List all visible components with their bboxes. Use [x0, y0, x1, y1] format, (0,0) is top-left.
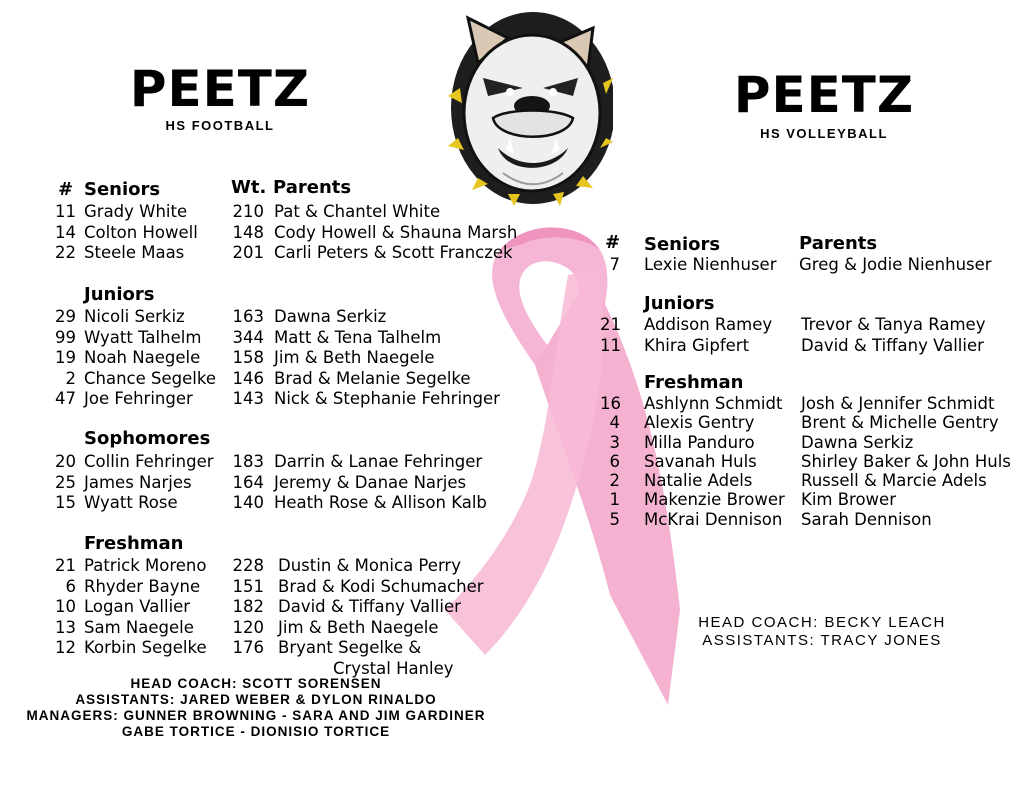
table-row: 4 Alexis Gentry Brent & Michelle Gentry — [609, 413, 999, 433]
table-row: 3 Milla Panduro Dawna Serkiz — [609, 432, 914, 452]
football-wt-header: Wt. — [231, 177, 267, 198]
table-row: 10 Logan Vallier 182 David & Tiffany Vallier — [55, 597, 461, 616]
football-header — [120, 60, 320, 133]
football-sophomores-rows — [30, 452, 487, 514]
table-row: 25 James Narjes 164 Jeremy & Danae Narjes — [55, 472, 467, 492]
table-row: 13 Sam Naegele 120 Jim & Beth Naegele — [55, 617, 439, 637]
table-row: 15 Wyatt Rose 140 Heath Rose & Allison Kalb — [55, 493, 487, 512]
volleyball-assistants: ASSISTANTS: TRACY JONES — [702, 632, 942, 649]
football-brand: PEETZ — [129, 60, 311, 118]
table-row: Crystal Hanley — [333, 658, 454, 678]
volleyball-group-label: Juniors — [644, 293, 715, 314]
football-num-header: # — [58, 179, 74, 200]
table-row: 1 Makenzie Brower Kim Brower — [609, 490, 896, 510]
volleyball-freshman-rows — [600, 394, 1011, 529]
football-managers: MANAGERS: GUNNER BROWNING - SARA AND JIM GARDINER — [26, 708, 486, 723]
volleyball-group-label: Seniors — [644, 234, 721, 255]
football-staff — [0, 676, 512, 740]
volleyball-num-header: # — [605, 232, 621, 253]
football-freshman-rows — [30, 556, 484, 679]
table-row: 20 Collin Fehringer 183 Darrin & Lanae Fehringer — [55, 452, 483, 471]
table-row: 22 Steele Maas 201 Carli Peters & Scott Franczek — [55, 243, 513, 262]
football-managers-cont: GABE TORTICE - DIONISIO TORTICE — [121, 724, 391, 739]
table-row: 21 Addison Ramey Trevor & Tanya Ramey — [600, 315, 986, 334]
football-assistants: ASSISTANTS: JARED WEBER & DYLON RINALDO — [75, 692, 437, 707]
volleyball-header — [724, 66, 924, 141]
volleyball-head-coach: HEAD COACH: BECKY LEACH — [698, 614, 946, 631]
table-row: 5 McKrai Dennison Sarah Dennison — [609, 509, 932, 529]
football-group-label: Juniors — [84, 284, 155, 305]
volleyball-subtitle: HS VOLLEYBALL — [760, 126, 888, 141]
bulldog-mascot-icon — [448, 8, 613, 208]
volleyball-brand: PEETZ — [733, 66, 915, 124]
football-group-label: Sophomores — [84, 428, 211, 449]
volleyball-juniors-rows — [600, 315, 986, 356]
football-group-label: Seniors — [84, 179, 161, 200]
football-group-label: Freshman — [84, 533, 184, 554]
volleyball-parents-header: Parents — [799, 233, 878, 254]
table-row: 6 Savanah Huls Shirley Baker & John Huls — [609, 451, 1011, 471]
table-row: 11 Grady White 210 Pat & Chantel White — [55, 202, 441, 221]
table-row: 12 Korbin Segelke 176 Bryant Segelke & — [55, 638, 422, 657]
football-head-coach: HEAD COACH: SCOTT SORENSEN — [130, 676, 382, 691]
volleyball-group-label: Freshman — [644, 372, 744, 393]
table-row: 19 Noah Naegele 158 Jim & Beth Naegele — [55, 348, 435, 367]
table-row: 21 Patrick Moreno 228 Dustin & Monica Perry — [55, 556, 461, 575]
table-row: 11 Khira Gipfert David & Tiffany Vallier — [600, 335, 984, 355]
football-subtitle: HS FOOTBALL — [165, 118, 275, 133]
football-seniors-rows — [30, 202, 518, 264]
table-row: 29 Nicoli Serkiz 163 Dawna Serkiz — [55, 307, 387, 326]
table-row: 7 Lexie Nienhuser Greg & Jodie Nienhuser — [609, 255, 992, 274]
table-row: 99 Wyatt Talhelm 344 Matt & Tena Talhelm — [55, 327, 442, 347]
football-parents-header: Parents — [273, 177, 352, 198]
table-row: 14 Colton Howell 148 Cody Howell & Shauna Marsh — [55, 222, 518, 242]
volleyball-staff — [662, 614, 982, 650]
table-row: 47 Joe Fehringer 143 Nick & Stephanie Fehringer — [55, 389, 500, 408]
volleyball-seniors-rows — [600, 255, 992, 276]
table-row: 2 Natalie Adels Russell & Marcie Adels — [609, 471, 987, 491]
table-row: 16 Ashlynn Schmidt Josh & Jennifer Schmidt — [600, 394, 995, 413]
table-row: 2 Chance Segelke 146 Brad & Melanie Segelke — [65, 368, 471, 388]
football-juniors-rows — [30, 307, 500, 410]
table-row: 6 Rhyder Bayne 151 Brad & Kodi Schumacher — [65, 576, 484, 596]
